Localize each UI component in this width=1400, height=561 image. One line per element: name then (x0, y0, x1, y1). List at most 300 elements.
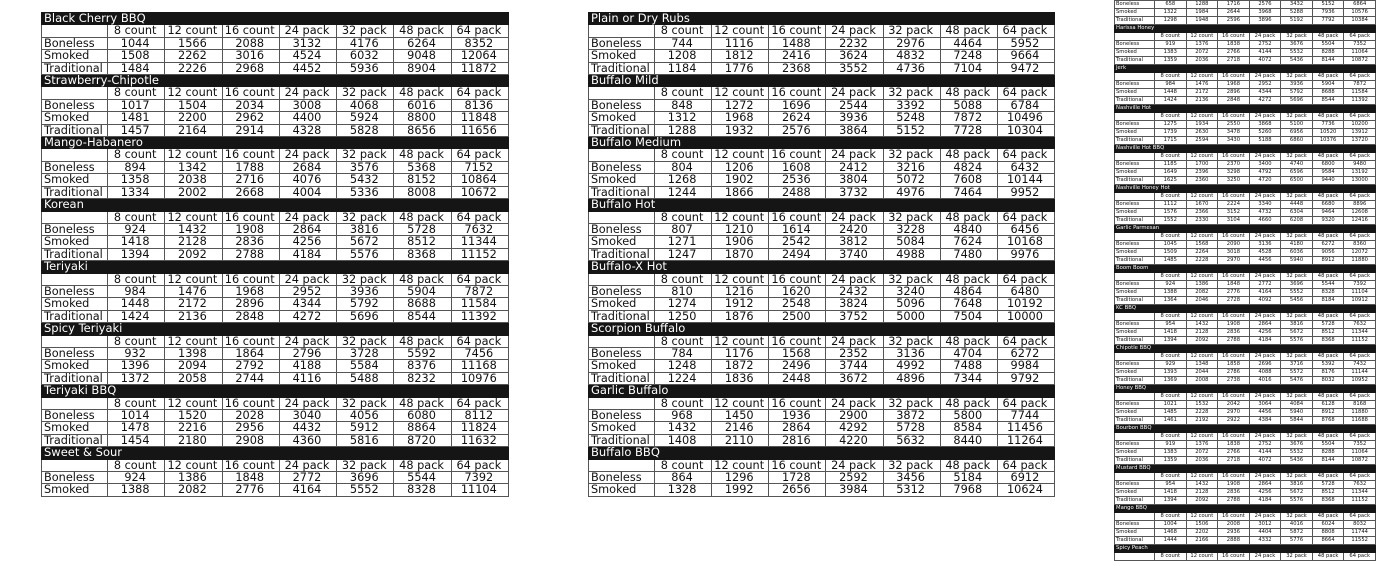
price-cell: 2718 (1218, 457, 1250, 465)
row-label: Boneless (1115, 361, 1155, 369)
price-cell: 1908 (1218, 481, 1250, 489)
column-header: 48 pack (394, 397, 451, 409)
price-cell: 1552 (1155, 217, 1187, 225)
price-cell: 5532 (1281, 449, 1313, 457)
column-header-blank (589, 397, 655, 409)
price-cell: 7488 (940, 360, 997, 372)
price-cell: 10520 (1312, 129, 1344, 137)
column-header: 16 count (222, 25, 279, 37)
table-row (1115, 337, 1376, 345)
price-cell: 2922 (1218, 417, 1250, 425)
price-cell: 5816 (337, 434, 394, 446)
column-header: 12 count (165, 273, 222, 285)
price-cell: 1244 (655, 186, 712, 198)
table-row (1115, 409, 1376, 417)
price-cell: 8512 (1312, 329, 1344, 337)
column-header-row (589, 25, 1055, 37)
price-cell: 2776 (222, 484, 279, 496)
price-cell: 13000 (1344, 177, 1376, 185)
price-cell: 7392 (1344, 281, 1376, 289)
price-cell: 4256 (1249, 329, 1281, 337)
column-header: 48 pack (1312, 233, 1344, 241)
price-cell: 1364 (1155, 297, 1187, 305)
column-header: 8 count (1155, 233, 1187, 241)
flavor-header-row (42, 385, 509, 397)
table-row (589, 223, 1055, 235)
price-cell: 3008 (279, 99, 336, 111)
price-cell: 7872 (1344, 81, 1376, 89)
price-cell: 1476 (1186, 81, 1218, 89)
column-header: 48 pack (394, 149, 451, 161)
price-cell: 8368 (394, 248, 451, 260)
column-header: 8 count (108, 149, 165, 161)
column-header: 12 count (1186, 313, 1218, 321)
column-header: 32 pack (337, 87, 394, 99)
price-cell: 8288 (1312, 49, 1344, 57)
price-cell: 8584 (940, 422, 997, 434)
price-table (41, 12, 509, 497)
column-header: 48 pack (1312, 353, 1344, 361)
column-header: 64 pack (997, 149, 1054, 161)
price-cell: 4452 (279, 62, 336, 74)
price-cell: 1394 (108, 248, 165, 260)
column-header: 24 pack (1249, 353, 1281, 361)
column-header: 24 pack (1249, 393, 1281, 401)
price-cell: 1908 (1218, 321, 1250, 329)
table-row (1115, 129, 1376, 137)
price-cell: 2136 (1186, 97, 1218, 105)
price-cell: 7624 (940, 236, 997, 248)
column-header-blank (1115, 73, 1155, 81)
price-cell: 2744 (222, 372, 279, 384)
price-cell: 7968 (940, 484, 997, 496)
column-header-row (42, 25, 509, 37)
price-cell: 11632 (451, 434, 508, 446)
price-cell: 3132 (279, 37, 336, 49)
price-cell: 3240 (883, 285, 940, 297)
price-cell: 11344 (451, 236, 508, 248)
price-cell: 2180 (165, 434, 222, 446)
price-cell: 1185 (1155, 161, 1187, 169)
column-header-row (42, 273, 509, 285)
price-cell: 1508 (108, 50, 165, 62)
price-cell: 4072 (1249, 57, 1281, 65)
price-cell: 3152 (1218, 209, 1250, 217)
price-cell: 1836 (712, 372, 769, 384)
price-cell: 10872 (1344, 57, 1376, 65)
price-cell: 4184 (1249, 337, 1281, 345)
price-cell: 1322 (1155, 9, 1187, 17)
price-cell: 1408 (655, 434, 712, 446)
price-cell: 5476 (1281, 377, 1313, 385)
column-header-row (1115, 433, 1376, 441)
price-cell: 2788 (1218, 337, 1250, 345)
price-cell: 6264 (394, 37, 451, 49)
price-cell: 10200 (1344, 121, 1376, 129)
price-cell: 4072 (1249, 457, 1281, 465)
price-cell: 3012 (1249, 521, 1281, 529)
price-cell: 8144 (1312, 57, 1344, 65)
price-cell: 7792 (1312, 17, 1344, 25)
price-cell: 2416 (769, 50, 826, 62)
price-cell: 1376 (1186, 41, 1218, 49)
price-cell: 3478 (1218, 129, 1250, 137)
price-cell: 11824 (451, 422, 508, 434)
row-label: Smoked (589, 484, 655, 496)
price-cell: 4088 (1249, 369, 1281, 377)
table-row (1115, 49, 1376, 57)
price-cell: 894 (108, 161, 165, 173)
price-cell: 2970 (1218, 257, 1250, 265)
price-cell: 9792 (997, 372, 1054, 384)
price-cell: 4736 (883, 62, 940, 74)
price-cell: 1272 (712, 99, 769, 111)
row-label: Traditional (1115, 57, 1155, 65)
price-cell: 1788 (222, 161, 279, 173)
column-header: 24 pack (279, 211, 336, 223)
table-row (42, 99, 509, 111)
column-header: 24 pack (1249, 433, 1281, 441)
price-cell: 6480 (997, 285, 1054, 297)
price-cell: 5696 (337, 310, 394, 322)
price-cell: 2596 (1218, 17, 1250, 25)
price-cell: 1359 (1155, 457, 1187, 465)
price-cell: 2576 (769, 124, 826, 136)
price-cell: 5576 (337, 248, 394, 260)
price-cell: 4464 (940, 37, 997, 49)
price-cell: 2776 (1218, 289, 1250, 297)
column-header: 64 pack (451, 211, 508, 223)
row-label: Boneless (1115, 241, 1155, 249)
price-cell: 5584 (337, 360, 394, 372)
column-header-blank (42, 397, 108, 409)
column-header: 16 count (222, 211, 279, 223)
column-header: 24 pack (1249, 233, 1281, 241)
column-header-row (1115, 353, 1376, 361)
row-label: Traditional (1115, 257, 1155, 265)
price-cell: 2494 (769, 248, 826, 260)
flavor-header-row (42, 199, 509, 211)
price-cell: 804 (655, 161, 712, 173)
price-cell: 1288 (655, 124, 712, 136)
flavor-header-row (589, 199, 1055, 211)
price-cell: 2002 (165, 186, 222, 198)
price-cell: 5576 (1281, 497, 1313, 505)
row-label: Traditional (42, 372, 108, 384)
flavor-name: Garlic Parmesan (1115, 225, 1376, 233)
column-header: 48 pack (1312, 193, 1344, 201)
price-cell: 1432 (1186, 481, 1218, 489)
column-header: 12 count (1186, 553, 1218, 561)
flavor-header-row (589, 13, 1055, 25)
column-header: 64 pack (1344, 353, 1376, 361)
price-cell: 3752 (826, 310, 883, 322)
price-cell: 3016 (222, 50, 279, 62)
price-cell: 3816 (1281, 321, 1313, 329)
column-header: 64 pack (1344, 153, 1376, 161)
flavor-name: Mustard BBQ (1115, 465, 1376, 473)
column-header: 12 count (1186, 193, 1218, 201)
price-cell: 5336 (337, 186, 394, 198)
right-price-table (1114, 0, 1376, 559)
column-header: 12 count (712, 87, 769, 99)
column-header-row (1115, 273, 1376, 281)
column-header: 16 count (1218, 153, 1250, 161)
column-header: 8 count (1155, 193, 1187, 201)
column-header-blank (589, 335, 655, 347)
price-cell: 8808 (1312, 529, 1344, 537)
column-header: 64 pack (1344, 433, 1376, 441)
column-header: 48 pack (1312, 153, 1344, 161)
price-cell: 2396 (1186, 169, 1218, 177)
column-header: 32 pack (1281, 73, 1313, 81)
price-cell: 2752 (1249, 441, 1281, 449)
price-cell: 2164 (165, 124, 222, 136)
column-header: 32 pack (337, 211, 394, 223)
row-label: Smoked (1115, 329, 1155, 337)
price-cell: 8512 (394, 236, 451, 248)
price-cell: 6864 (1344, 1, 1376, 9)
price-cell: 3400 (1249, 161, 1281, 169)
column-header: 64 pack (451, 149, 508, 161)
price-cell: 2412 (826, 161, 883, 173)
column-header: 24 pack (279, 273, 336, 285)
price-cell: 9984 (997, 360, 1054, 372)
price-cell: 4256 (1249, 489, 1281, 497)
flavor-header-row (42, 261, 509, 273)
price-cell: 6784 (997, 99, 1054, 111)
price-cell: 3624 (826, 50, 883, 62)
price-cell: 6032 (337, 50, 394, 62)
price-cell: 10912 (1344, 297, 1376, 305)
price-cell: 1461 (1155, 417, 1187, 425)
price-cell: 2962 (222, 112, 279, 124)
price-cell: 6080 (394, 410, 451, 422)
row-label: Boneless (589, 410, 655, 422)
price-cell: 8328 (1312, 289, 1344, 297)
column-header-row (1115, 513, 1376, 521)
price-cell: 7608 (940, 174, 997, 186)
price-cell: 1968 (1218, 81, 1250, 89)
column-header-blank (589, 149, 655, 161)
column-header: 32 pack (337, 335, 394, 347)
column-header: 32 pack (883, 149, 940, 161)
price-cell: 1608 (769, 161, 826, 173)
price-cell: 1358 (108, 174, 165, 186)
column-header: 32 pack (1281, 233, 1313, 241)
price-cell: 3696 (337, 472, 394, 484)
price-cell: 4328 (279, 124, 336, 136)
column-header: 12 count (1186, 233, 1218, 241)
price-cell: 807 (655, 223, 712, 235)
price-cell: 1568 (1186, 241, 1218, 249)
price-cell: 2718 (1218, 57, 1250, 65)
price-cell: 7632 (451, 223, 508, 235)
table-row (42, 112, 509, 124)
flavor-name: Korean (42, 199, 509, 211)
price-cell: 3716 (1281, 361, 1313, 369)
row-label: Smoked (589, 174, 655, 186)
price-cell: 9320 (1312, 217, 1344, 225)
table-row (1115, 521, 1376, 529)
row-label: Traditional (589, 62, 655, 74)
row-label: Smoked (1115, 529, 1155, 537)
price-cell: 8368 (1312, 337, 1344, 345)
row-label: Smoked (1115, 449, 1155, 457)
price-cell: 924 (108, 223, 165, 235)
price-cell: 4660 (1249, 217, 1281, 225)
price-cell: 6272 (997, 347, 1054, 359)
price-cell: 11584 (451, 298, 508, 310)
price-cell: 2058 (165, 372, 222, 384)
column-header: 24 pack (279, 459, 336, 471)
price-cell: 2046 (1186, 297, 1218, 305)
flavor-name: Teriyaki (42, 261, 509, 273)
price-cell: 7872 (451, 285, 508, 297)
flavor-header-row (589, 75, 1055, 87)
price-cell: 2766 (1218, 449, 1250, 457)
column-header: 12 count (1186, 513, 1218, 521)
middle-price-table (588, 12, 1055, 500)
column-header: 12 count (1186, 153, 1218, 161)
flavor-name: Scorpion Buffalo (589, 323, 1055, 335)
price-cell: 1864 (222, 347, 279, 359)
price-cell: 3816 (1281, 481, 1313, 489)
price-cell: 1393 (1155, 369, 1187, 377)
column-header: 64 pack (1344, 273, 1376, 281)
price-cell: 1876 (712, 310, 769, 322)
row-label: Traditional (1115, 417, 1155, 425)
row-label: Boneless (42, 37, 108, 49)
flavor-name: Nashville Hot (1115, 105, 1376, 113)
price-cell: 929 (1155, 361, 1187, 369)
column-header: 48 pack (940, 459, 997, 471)
price-cell: 5084 (883, 236, 940, 248)
column-header: 32 pack (1281, 393, 1313, 401)
column-header-row (1115, 33, 1376, 41)
column-header: 8 count (1155, 353, 1187, 361)
price-cell: 4824 (940, 161, 997, 173)
price-cell: 3816 (337, 223, 394, 235)
price-cell: 2936 (1218, 529, 1250, 537)
price-cell: 4332 (1249, 537, 1281, 545)
column-header: 16 count (1218, 433, 1250, 441)
price-cell: 4164 (279, 484, 336, 496)
column-header: 64 pack (451, 397, 508, 409)
price-cell: 1858 (1218, 361, 1250, 369)
price-cell: 2848 (1218, 97, 1250, 105)
column-header: 32 pack (337, 273, 394, 285)
column-header: 32 pack (1281, 473, 1313, 481)
table-row (1115, 497, 1376, 505)
table-row (42, 161, 509, 173)
price-cell: 11584 (1344, 89, 1376, 97)
price-cell: 2496 (769, 360, 826, 372)
price-cell: 2094 (165, 360, 222, 372)
row-label: Boneless (1115, 401, 1155, 409)
price-cell: 5728 (883, 422, 940, 434)
row-label: Traditional (589, 124, 655, 136)
price-cell: 7392 (451, 472, 508, 484)
column-header: 8 count (108, 459, 165, 471)
column-header-blank (1115, 513, 1155, 521)
row-label: Boneless (589, 472, 655, 484)
price-cell: 2594 (1186, 137, 1218, 145)
column-header-blank (589, 459, 655, 471)
column-header: 32 pack (1281, 193, 1313, 201)
price-cell: 2792 (222, 360, 279, 372)
price-cell: 2082 (165, 484, 222, 496)
flavor-header-row (42, 323, 509, 335)
column-header: 16 count (222, 149, 279, 161)
price-cell: 8032 (1344, 521, 1376, 529)
price-cell: 1936 (769, 410, 826, 422)
price-cell: 8544 (394, 310, 451, 322)
price-cell: 1476 (165, 285, 222, 297)
column-header: 64 pack (451, 87, 508, 99)
column-header-row (1115, 553, 1376, 561)
price-cell: 10168 (997, 236, 1054, 248)
column-header: 8 count (655, 211, 712, 223)
price-cell: 2146 (712, 422, 769, 434)
price-cell: 2366 (1186, 209, 1218, 217)
price-cell: 954 (1155, 321, 1187, 329)
price-cell: 1670 (1186, 201, 1218, 209)
column-header-row (1115, 233, 1376, 241)
table-row (1115, 9, 1376, 17)
flavor-name: Jerk (1115, 65, 1376, 73)
column-header-blank (1115, 433, 1155, 441)
price-cell: 3872 (883, 410, 940, 422)
table-row (1115, 281, 1376, 289)
column-header: 64 pack (997, 273, 1054, 285)
column-header: 16 count (769, 397, 826, 409)
price-cell: 1275 (1155, 121, 1187, 129)
table-row (589, 50, 1055, 62)
column-header: 32 pack (883, 335, 940, 347)
price-cell: 5544 (1312, 281, 1344, 289)
price-cell: 864 (655, 472, 712, 484)
column-header: 48 pack (394, 459, 451, 471)
price-cell: 10376 (1312, 137, 1344, 145)
price-cell: 4400 (279, 112, 336, 124)
flavor-header-row (1115, 345, 1376, 353)
price-cell: 3136 (883, 347, 940, 359)
column-header: 32 pack (883, 459, 940, 471)
row-label: Traditional (1115, 177, 1155, 185)
price-cell: 3984 (826, 484, 883, 496)
price-cell: 1448 (1155, 89, 1187, 97)
row-label: Smoked (589, 422, 655, 434)
table-row (1115, 377, 1376, 385)
price-cell: 2128 (1186, 329, 1218, 337)
price-cell: 8864 (394, 422, 451, 434)
price-cell: 2028 (222, 410, 279, 422)
price-cell: 1398 (165, 347, 222, 359)
price-cell: 5184 (940, 472, 997, 484)
price-cell: 10192 (997, 298, 1054, 310)
column-header: 12 count (712, 149, 769, 161)
column-header: 48 pack (394, 25, 451, 37)
price-cell: 4076 (279, 174, 336, 186)
row-label: Traditional (1115, 97, 1155, 105)
price-cell: 5088 (940, 99, 997, 111)
price-cell: 1208 (655, 50, 712, 62)
row-label: Boneless (42, 99, 108, 111)
column-header: 16 count (222, 335, 279, 347)
price-cell: 5288 (1281, 9, 1313, 17)
price-cell: 2900 (826, 410, 883, 422)
